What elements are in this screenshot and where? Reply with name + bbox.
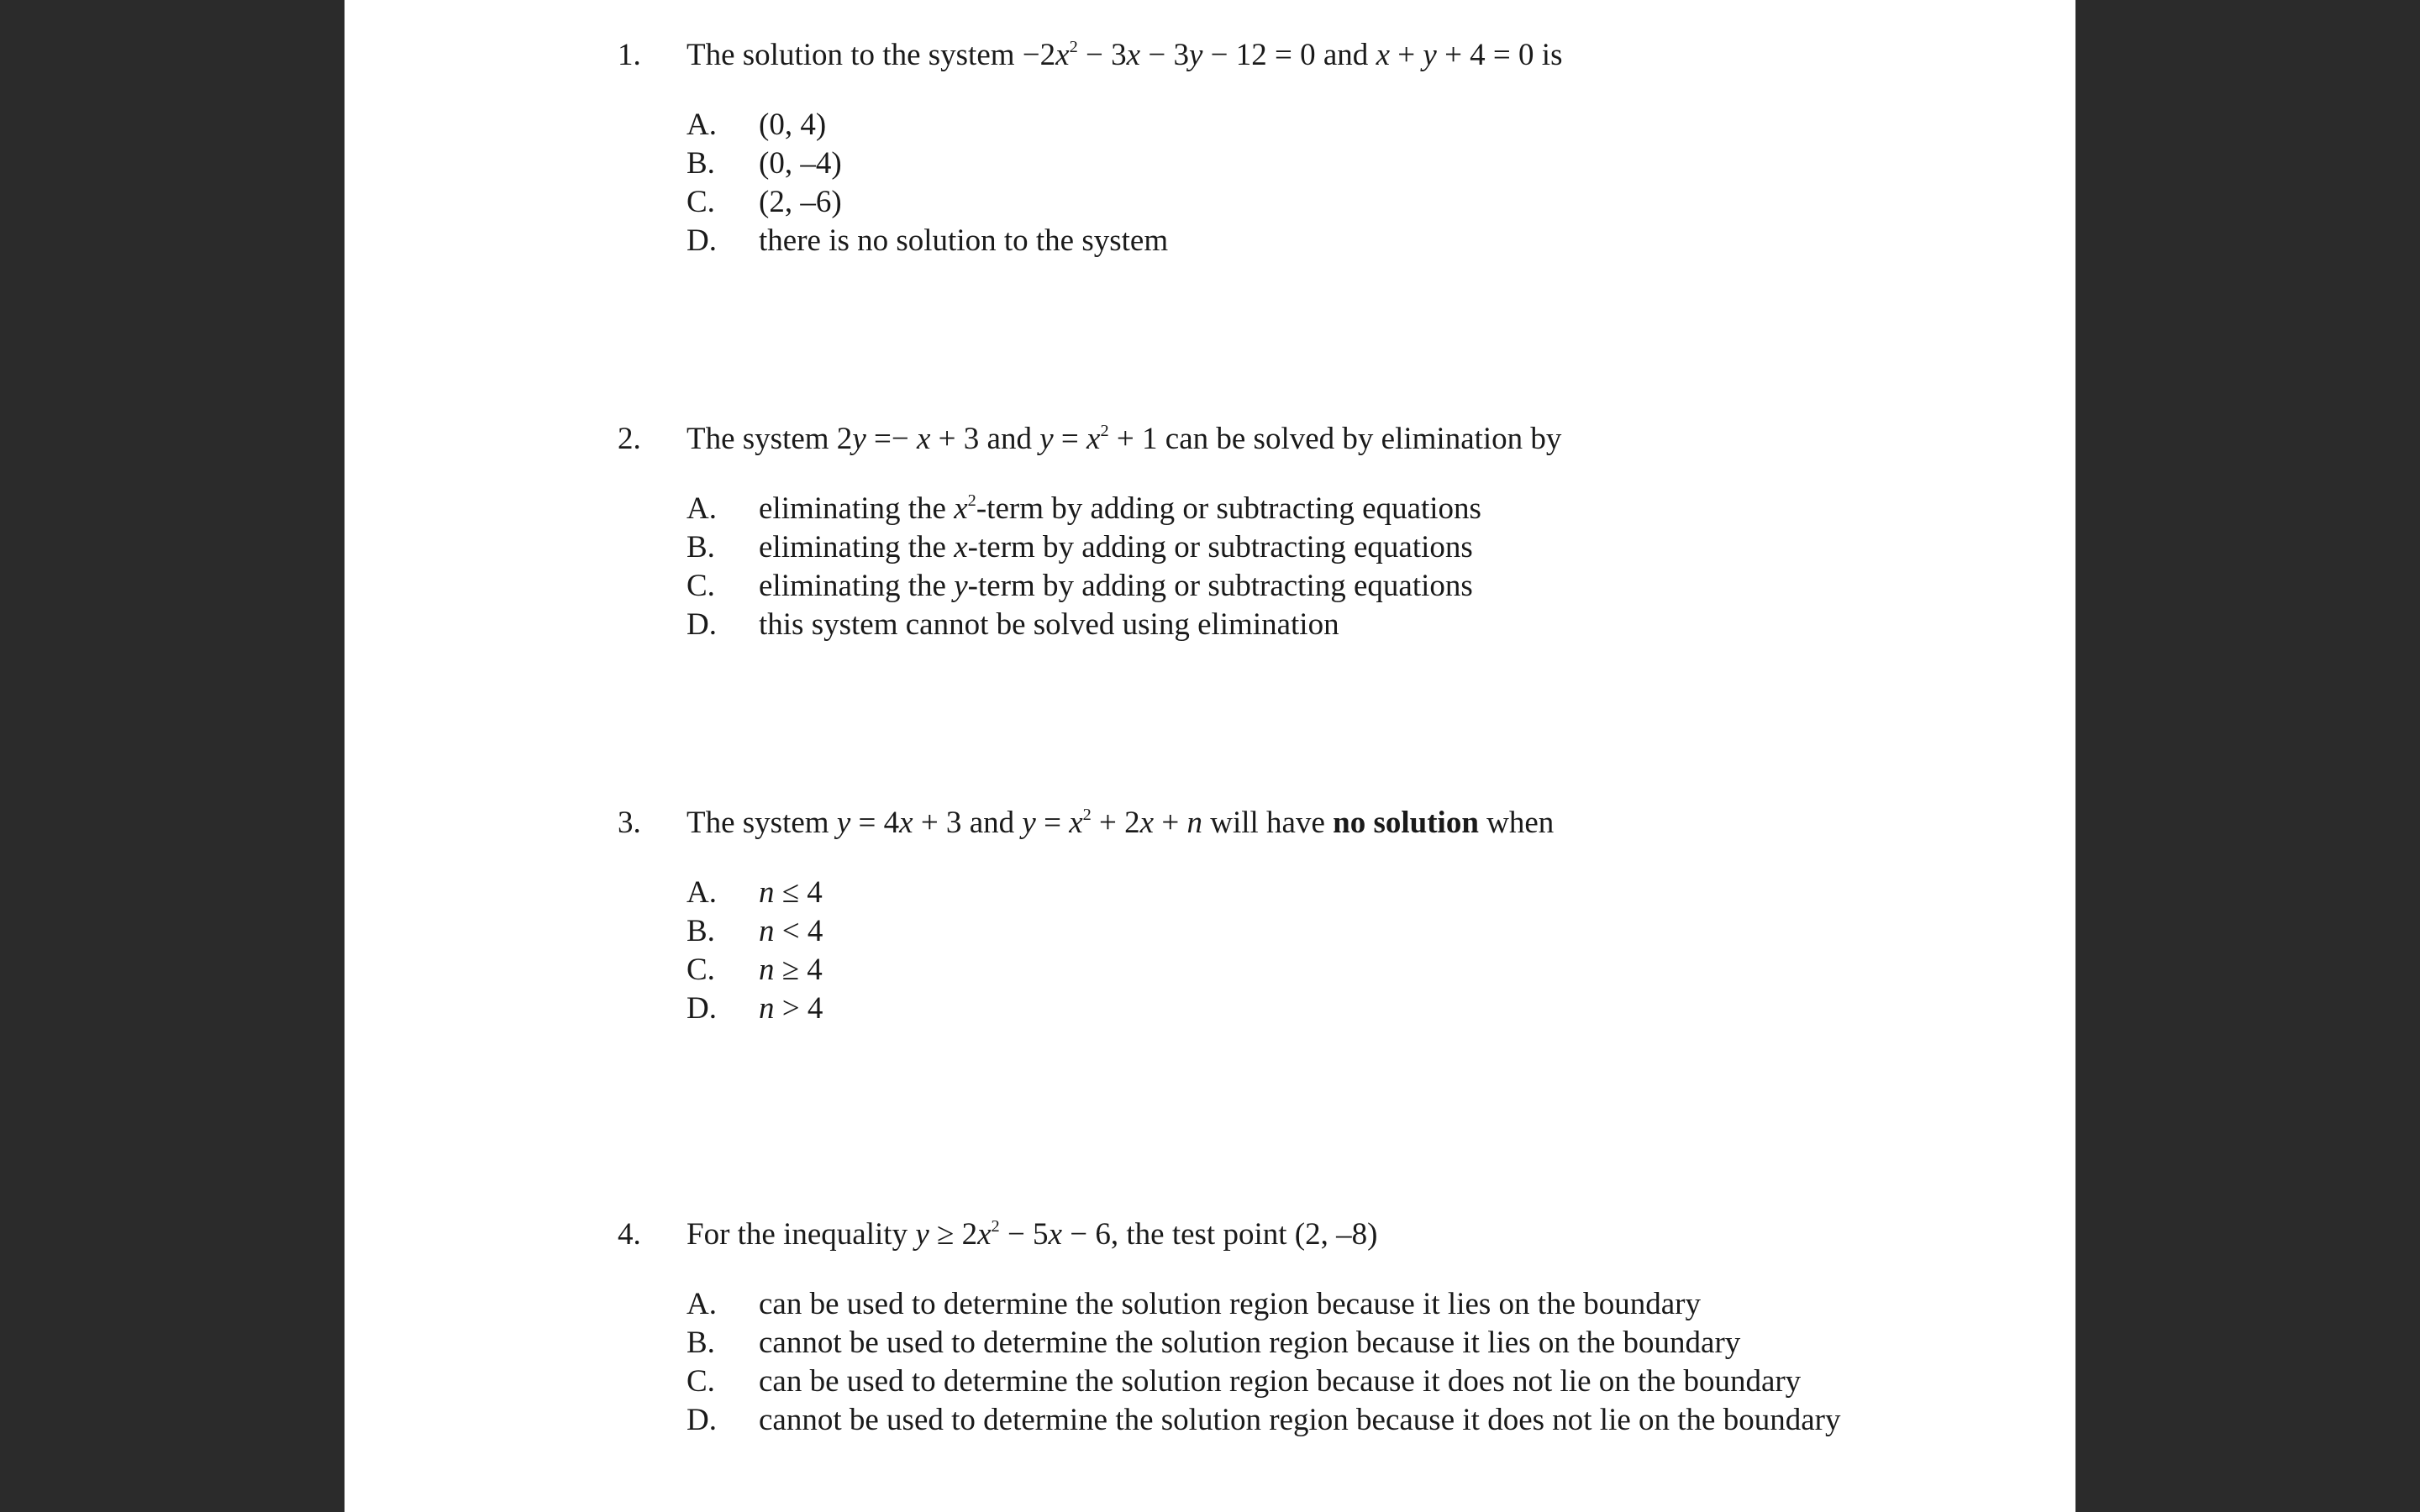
option-c: C. eliminating the y-term by adding or subtracting equations <box>687 569 1473 603</box>
stem-text: and <box>1315 38 1376 72</box>
question-2-stem: 2. The system 2y =− x + 3 and $y = x^2 + 1$ can be solved by elimination by <box>618 414 2046 465</box>
option-d: D. n > 4 <box>687 991 823 1026</box>
question-number: 1. <box>618 38 641 72</box>
stem-text: The system 2 <box>687 422 853 456</box>
stem-text: will have <box>1202 806 1334 840</box>
option-b: B. n < 4 <box>687 914 823 948</box>
stem-text: and <box>961 806 1023 840</box>
question-2 <box>618 414 2046 644</box>
answer-options <box>687 106 2046 260</box>
equation: x + y + 4 = 0 <box>1376 38 1534 72</box>
question-4 <box>618 1210 2046 1440</box>
option-a: A. eliminating the $x^2$-term by adding or subtracting equations <box>687 491 1481 526</box>
question-3-stem: 3. The system y = 4x + 3 and $y = x^2 + 2x + n$ will have no solution when <box>618 798 2046 848</box>
option-b: B. (0, –4) <box>687 146 842 181</box>
question-number: 3. <box>618 806 641 840</box>
stem-text: For the inequality <box>687 1217 916 1252</box>
question-number: 2. <box>618 422 641 456</box>
option-a: A. n ≤ 4 <box>687 875 823 910</box>
option-c: C. n ≥ 4 <box>687 953 823 987</box>
question-number: 4. <box>618 1217 641 1252</box>
stem-text: can be solved by elimination by <box>1157 422 1562 456</box>
question-3 <box>618 798 2046 1028</box>
question-1 <box>618 30 2046 260</box>
emphasis-text: no solution <box>1333 806 1479 840</box>
option-d: D. there is no solution to the system <box>687 223 1169 258</box>
answer-options <box>687 1285 2046 1440</box>
question-4-stem: 4. For the inequality $y \ge 2x^2 - 5x - 6$, the test point (2, –8) <box>618 1210 2046 1260</box>
option-c: C. (2, –6) <box>687 185 842 219</box>
option-d: D. cannot be used to determine the solution region because it does not lie on the boundary <box>687 1403 1841 1437</box>
option-c: C. can be used to determine the solution region because it does not lie on the boundary <box>687 1364 1802 1399</box>
question-1-stem <box>618 30 2046 81</box>
answer-options <box>687 874 2046 1028</box>
stem-text: and <box>979 422 1040 456</box>
stem-text: The system <box>687 806 837 840</box>
option-d: D. this system cannot be solved using elimination <box>687 607 1339 642</box>
option-a: A. can be used to determine the solution region because it lies on the boundary <box>687 1287 1701 1321</box>
stem-text: , the test point (2, –8) <box>1110 1217 1378 1252</box>
stem-text: The solution to the system <box>687 38 1023 72</box>
equation: $-2x^2 - 3x - 3y - 12 = 0$ <box>1022 37 1316 72</box>
option-b: B. eliminating the x-term by adding or subtracting equations <box>687 530 1473 564</box>
stem-text: is <box>1534 38 1563 72</box>
option-a: A. (0, 4) <box>687 108 827 142</box>
option-b: B. cannot be used to determine the solution region because it lies on the boundary <box>687 1326 1741 1360</box>
document-page[interactable] <box>345 0 2075 1512</box>
answer-options <box>687 490 2046 644</box>
stem-text: when <box>1478 806 1555 840</box>
